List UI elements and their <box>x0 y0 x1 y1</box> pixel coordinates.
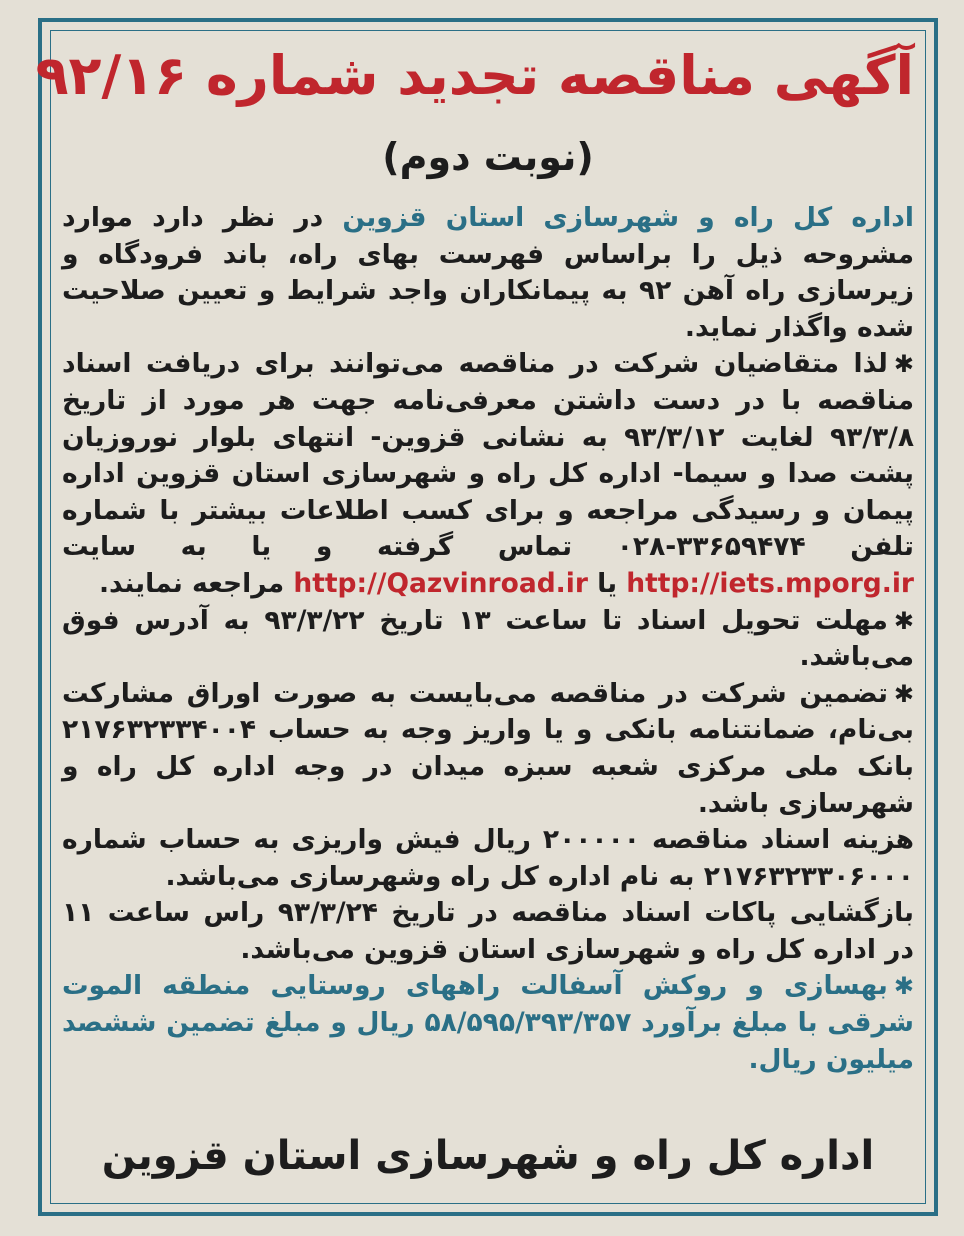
notice-title: آگهی مناقصه تجدید شماره ۹۲/۱۶ <box>35 44 914 107</box>
notice-body <box>62 200 914 1078</box>
docs-text: لذا متقاضیان شرکت در مناقصه می‌توانند برای دریافت اسناد مناقصه با در دست داشتن معرفی‌نامه جهت هر مورد از تاریخ ۹۳/۳/۸ لغایت ۹۳/۳/۱۲ به نشانی قزوین- انتهای بلوار نوروزیان پشت صدا و سیما- اداره کل راه و شهرسازی استان قزوین اداره پیمان و رسیدگی مراجعه و برای کسب اطلاعات بیشتر با شماره تلفن ۳۳۶۵۹۴۷۴-۰۲۸ تماس گرفته و یا به سایت <box>62 348 914 563</box>
bullet-icon: ✱ <box>893 606 914 635</box>
opening-paragraph: بازگشایی پاکات اسناد مناقصه در تاریخ ۹۳/۳/۲۴ راس ساعت ۱۱ در اداره کل راه و شهرسازی استان قزوین می‌باشد. <box>62 897 914 965</box>
guarantee-text: تضمین شرکت در مناقصه می‌بایست به صورت اوراق مشارکت بی‌نام، ضمانتنامه بانکی و یا واریز وجه به حساب ۲۱۷۶۳۲۳۳۴۰۰۴ بانک ملی مرکزی شعبه سبزه میدان در وجه اداره کل راه و شهرسازی باشد. <box>62 677 914 819</box>
docs-paragraph <box>62 346 914 602</box>
link-separator: یا <box>587 567 627 599</box>
intro-text: در نظر دارد موارد مشروحه ذیل را براساس فهرست بهای راه، باند فرودگاه و زیرسازی راه آهن ۹۲ به پیمانکاران واجد شرایط و تعیین صلاحیت شده واگذار نماید. <box>62 202 914 343</box>
guarantee-paragraph <box>62 676 914 822</box>
bullet-icon: ✱ <box>893 350 914 379</box>
bullet-icon: ✱ <box>893 679 914 708</box>
intro-organization: اداره کل راه و شهرسازی استان قزوین <box>342 202 914 233</box>
notice-subtitle: (نوبت دوم) <box>382 135 594 179</box>
footer-organization: اداره کل راه و شهرسازی استان قزوین <box>101 1133 875 1179</box>
link-qazvinroad[interactable]: http://Qazvinroad.ir <box>293 567 588 599</box>
bullet-icon: ✱ <box>893 972 914 1001</box>
cost-paragraph: هزینه اسناد مناقصه ۲۰۰۰۰۰ ریال فیش واریزی به حساب شماره ۲۱۷۶۳۲۳۳۰۶۰۰۰ به نام اداره کل راه وشهرسازی می‌باشد. <box>62 824 914 892</box>
deadline-text: مهلت تحویل اسناد تا ساعت ۱۳ تاریخ ۹۳/۳/۲۲ به آدرس فوق می‌باشد. <box>62 604 914 673</box>
docs-text-end: مراجعه نمایند. <box>98 567 294 599</box>
intro-paragraph <box>62 200 914 346</box>
project-text: بهسازی و روکش آسفالت راههای روستایی منطقه الموت شرقی با مبلغ برآورد ۵۸/۵۹۵/۳۹۳/۳۵۷ ریال و مبلغ تضمین ششصد میلیون ریال. <box>62 970 914 1075</box>
project-paragraph <box>62 968 914 1078</box>
link-iets[interactable]: http://iets.mporg.ir <box>626 567 914 599</box>
notice-content <box>35 40 914 1200</box>
deadline-paragraph <box>62 603 914 676</box>
